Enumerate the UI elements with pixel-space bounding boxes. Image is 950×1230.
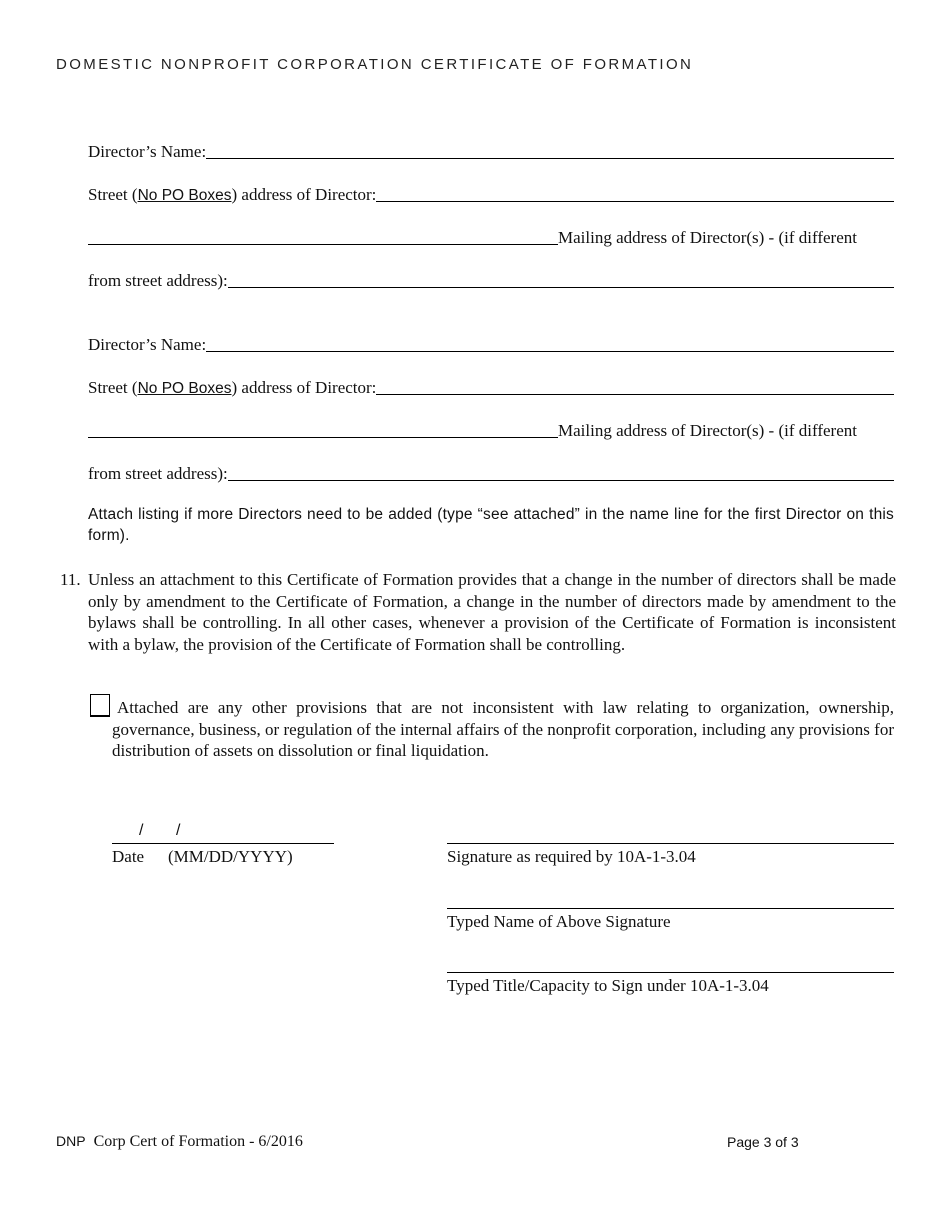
director-2-name-row (88, 333, 894, 355)
director-2-street-field-continued[interactable] (88, 437, 558, 438)
item-11-text: Unless an attachment to this Certificate of Formation provides that a change in the number of directors shall be made only by amendment to the Certificate of Formation, a change in the number of directors made by amendment to the bylaws shall be controlling. In all other cases, whenever a provision of the Certificate of Formation is inconsistent with a bylaw, the provision of the Certificate of Formation shall be controlling. (88, 570, 896, 654)
director-2-street-row (88, 376, 894, 398)
director-1-street-row (88, 183, 894, 205)
other-provisions-checkbox[interactable] (90, 694, 110, 717)
no-po-boxes-note: No PO Boxes (137, 187, 232, 204)
director-1-name-row (88, 140, 894, 162)
director-name-label: Director’s Name: (88, 142, 207, 161)
footer-page-number: Page 3 of 3 (727, 1134, 799, 1150)
footer-form-id (56, 1133, 303, 1151)
item-11 (60, 569, 896, 655)
other-provisions-text: Attached are any other provisions that are not inconsistent with law relating to organization, ownership, governance, business, or regulation of the internal affairs of the nonprofit corporation, including any provisions for distribution of assets on dissolution or final liquidation. (112, 698, 894, 760)
street-address-label: Street (No PO Boxes) address of Director: (88, 185, 377, 204)
typed-title-label: Typed Title/Capacity to Sign under 10A-1-3.04 (447, 976, 769, 995)
director-1-mailing-field[interactable] (228, 287, 894, 288)
attach-listing-note: Attach listing if more Directors need to be added (type “see attached” in the name line for the first Director on this form). (88, 506, 894, 544)
page-header-title: DOMESTIC NONPROFIT CORPORATION CERTIFICATE OF FORMATION (56, 56, 694, 73)
date-format-hint: (MM/DD/YYYY) (168, 847, 293, 866)
mailing-address-cont-label: from street address): (88, 271, 228, 290)
director-2-street-field[interactable] (376, 394, 894, 395)
no-po-boxes-note: No PO Boxes (137, 380, 232, 397)
director-2-mailing-cont-row (88, 462, 894, 484)
director-2-name-field[interactable] (206, 351, 894, 352)
signature-field[interactable] (447, 843, 894, 844)
mailing-address-label: Mailing address of Director(s) - (if different (558, 228, 857, 247)
director-1-name-field[interactable] (206, 158, 894, 159)
typed-name-field[interactable] (447, 908, 894, 909)
typed-title-field[interactable] (447, 972, 894, 973)
date-separator: / (139, 822, 144, 839)
director-name-label: Director’s Name: (88, 335, 207, 354)
typed-name-label: Typed Name of Above Signature (447, 912, 671, 931)
director-1-mailing-cont-row (88, 269, 894, 291)
date-label: Date (112, 847, 145, 866)
director-1-street-field[interactable] (376, 201, 894, 202)
director-1-street-field-continued[interactable] (88, 244, 558, 245)
date-separator: / (176, 822, 181, 839)
director-2-mailing-field[interactable] (228, 480, 894, 481)
signature-label: Signature as required by 10A-1-3.04 (447, 847, 696, 866)
footer-form-name: Corp Cert of Formation - 6/2016 (93, 1133, 303, 1150)
date-field[interactable] (112, 843, 334, 844)
footer-form-code: DNP (56, 1133, 86, 1149)
street-address-label: Street (No PO Boxes) address of Director: (88, 378, 377, 397)
director-1-mailing-row (88, 226, 888, 248)
director-2-mailing-row (88, 419, 888, 441)
mailing-address-label: Mailing address of Director(s) - (if different (558, 421, 857, 440)
mailing-address-cont-label: from street address): (88, 464, 228, 483)
item-11-number: 11. (60, 570, 81, 589)
